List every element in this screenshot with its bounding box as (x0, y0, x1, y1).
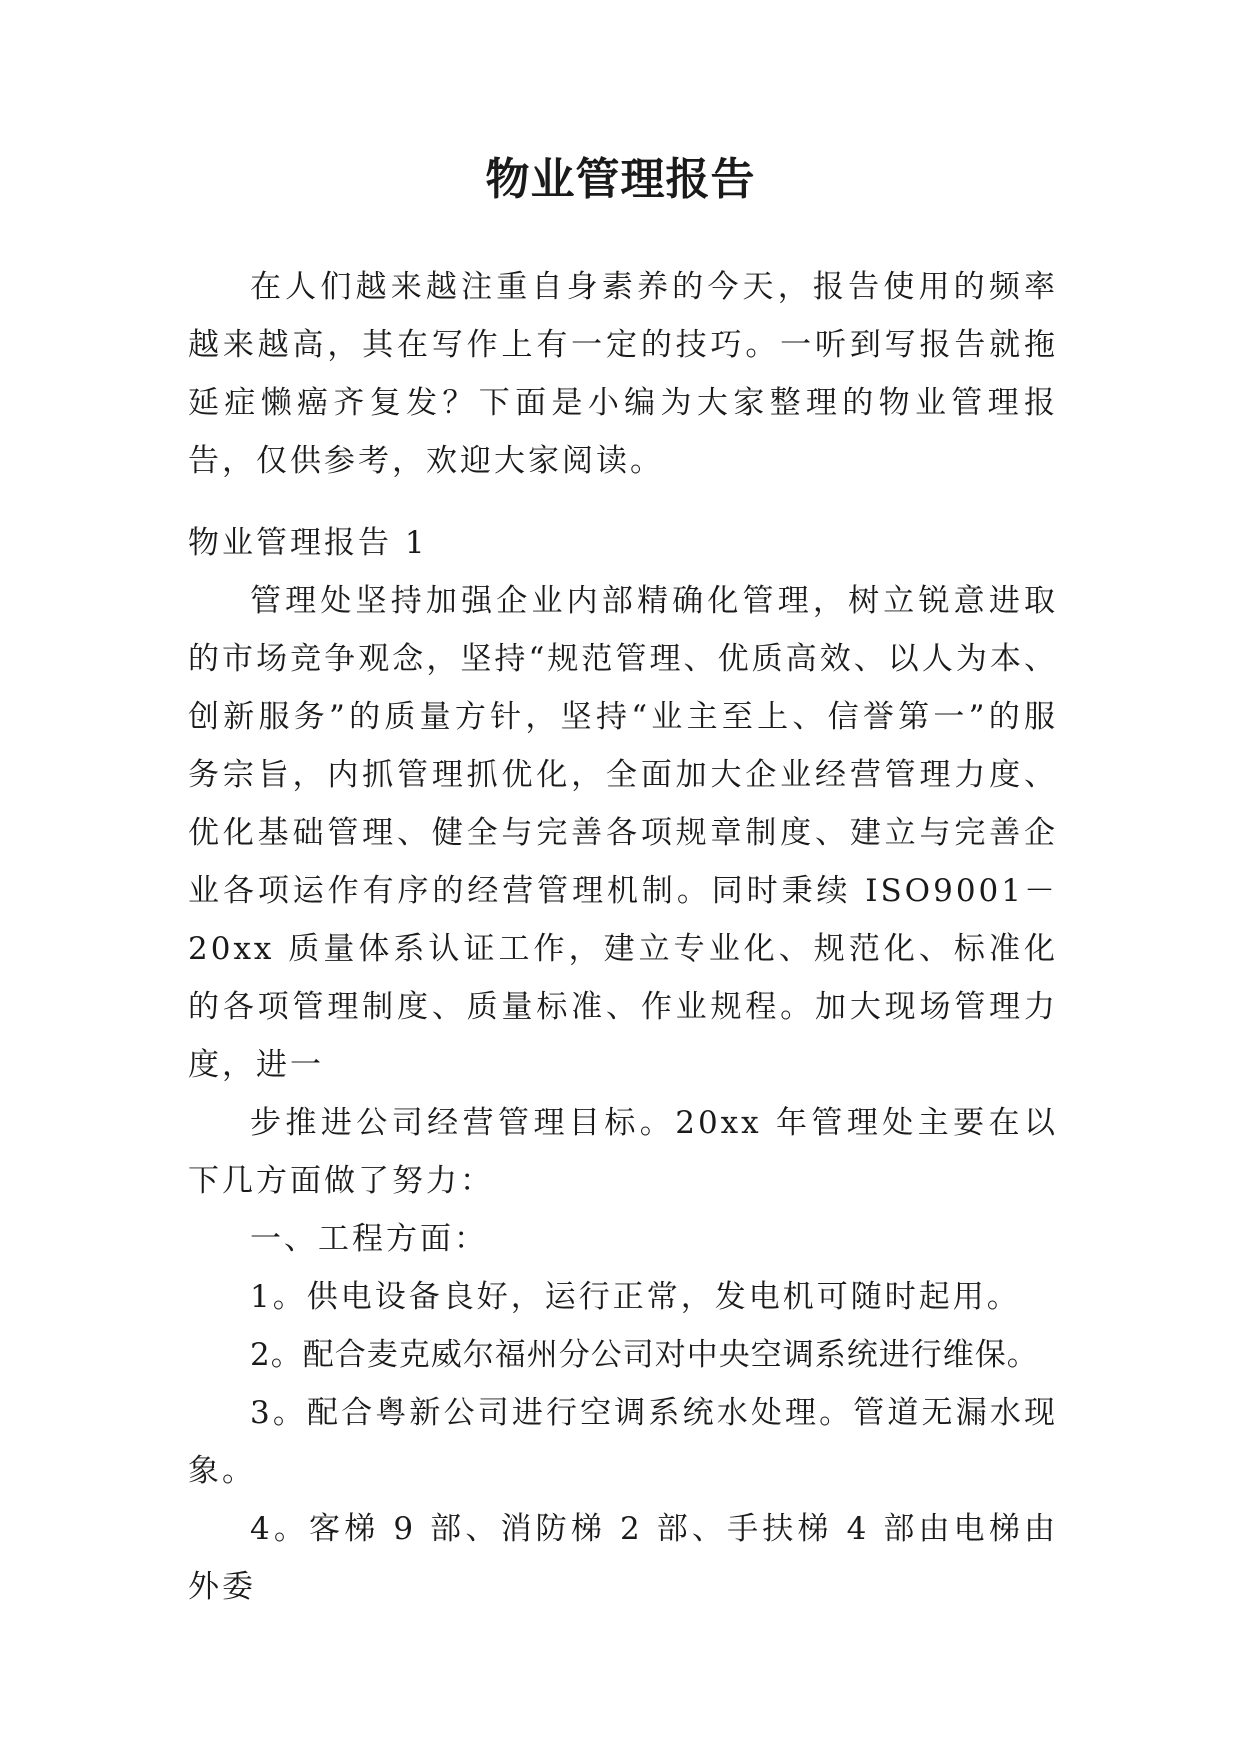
list-item: 1。供电设备良好，运行正常，发电机可随时起用。 (250, 1279, 1021, 1315)
section-paragraph: 步推进公司经营管理目标。20xx 年管理处主要在以下几方面做了努力： (188, 1105, 1058, 1199)
section-1 (188, 514, 1058, 1616)
list-item: 4。客梯 9 部、消防梯 2 部、手扶梯 4 部由电梯由外委 (188, 1511, 1058, 1605)
list-item: 3。配合粤新公司进行空调系统水处理。管道无漏水现象。 (188, 1395, 1058, 1489)
intro-paragraph: 在人们越来越注重自身素养的今天，报告使用的频率越来越高，其在写作上有一定的技巧。一听到写报告就拖延症懒癌齐复发？下面是小编为大家整理的物业管理报告，仅供参考，欢迎大家阅读。 (188, 269, 1058, 479)
section-paragraph: 管理处坚持加强企业内部精确化管理，树立锐意进取的市场竞争观念，坚持“规范管理、优质高效、以人为本、创新服务”的质量方针，坚持“业主至上、信誉第一”的服务宗旨，内抓管理抓优化，全面加大企业经营管理力度、优化基础管理、健全与完善各项规章制度、建立与完善企业各项运作有序的经营管理机制。同时秉续 ISO9001－20xx 质量体系认证工作，建立专业化、规范化、标准化的各项管理制度、质量标准、作业规程。加大现场管理力度，进一 (188, 583, 1058, 1083)
section-heading: 物业管理报告 1 (188, 525, 428, 561)
intro-block (188, 258, 1058, 490)
document-title: 物业管理报告 (485, 154, 756, 205)
list-item: 2。配合麦克威尔福州分公司对中央空调系统进行维保。 (250, 1337, 1039, 1373)
subsection-heading: 一、工程方面： (250, 1221, 488, 1257)
